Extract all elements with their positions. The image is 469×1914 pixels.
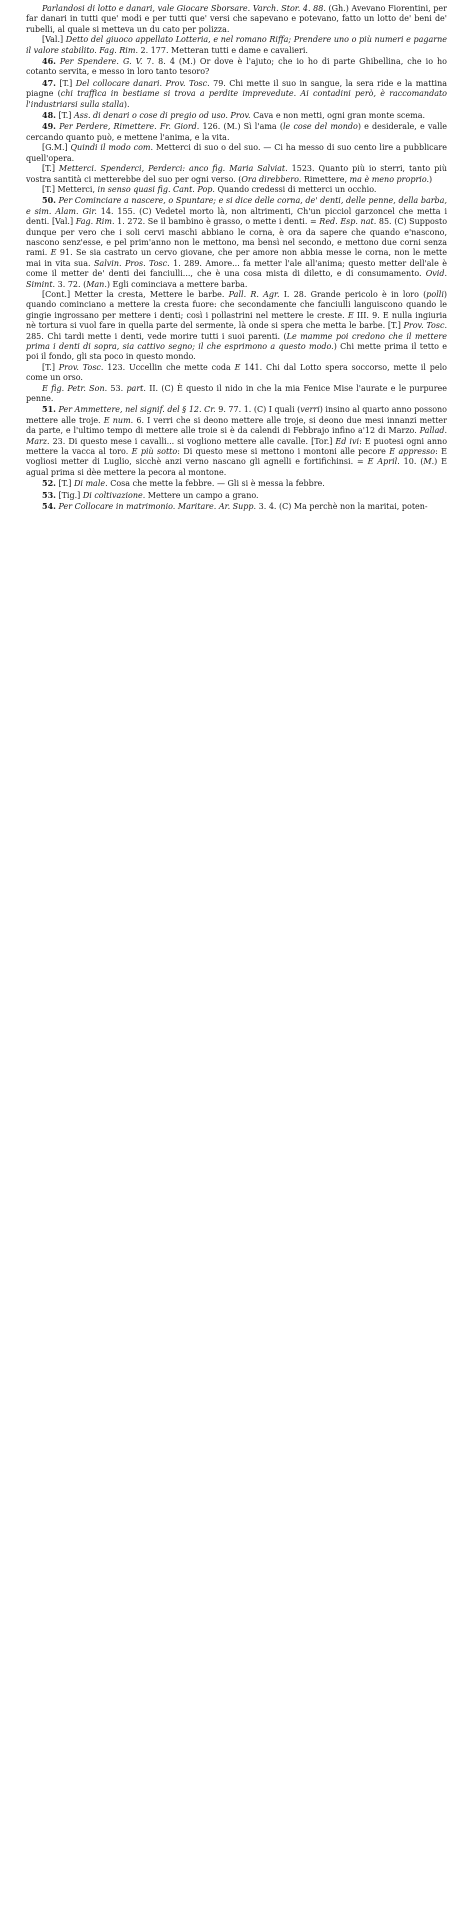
italic-text: E più sotto xyxy=(131,447,178,457)
dictionary-entry-paragraph xyxy=(26,56,447,78)
dictionary-entry-paragraph xyxy=(26,35,447,56)
entry-text: 1523. Quanto più io sterri, tanto più vostra santità ci metterebbe del suo per ogni verso. ( xyxy=(26,164,447,184)
italic-text: le cose del mondo xyxy=(282,122,358,132)
entry-number: 54. xyxy=(42,501,56,512)
entry-text: (Gh.) Avevano Fiorentini, per far danari in tutti que' modi e per tutti que' versi che sapevano e potevano, fatto un lotto de' beni de' rubelli, al quale si metteva un du cato per polizza. xyxy=(26,4,447,34)
entry-text: ) E agual prima si dèe mettere la pecora al montone. xyxy=(26,457,447,477)
entry-text: ) xyxy=(429,174,433,184)
entry-text: Metterci di suo o del suo. — Ci ha messo di suo cento lire a pubblicare quell'opera. xyxy=(26,143,447,163)
entry-text: [G.M.] xyxy=(42,143,71,153)
entry-text: 123. Uccellin che mette coda xyxy=(103,362,235,372)
dictionary-entry-paragraph xyxy=(26,143,447,164)
entry-text: III. 9. E nulla ingiuria nè tortura si vuol fare in quella parte del sermente, là onde si sperа che metta le barbe. [T.] xyxy=(26,310,447,331)
dictionary-entry-paragraph xyxy=(26,290,447,363)
italic-text: in senso quasi fig. Cant. Pop. xyxy=(97,184,215,194)
italic-text: Ora direbbero. xyxy=(241,174,302,184)
entry-text: ) Egli cominciava a mettere barba. xyxy=(106,279,248,289)
entry-number: 47. xyxy=(42,77,56,88)
italic-text: Fag. Rim. xyxy=(75,217,115,227)
entry-text: 14. 155. (C) Vedetel morto là, non altrimenti, Ch'un picciol garzoncel che metta i denti. [Val.] xyxy=(26,206,447,227)
italic-text: Per Perdere, Rimettere. Fr. Giord. xyxy=(55,122,200,132)
entry-text: [Cont.] Metter la cresta, Mettere le barbe. xyxy=(42,289,229,299)
italic-text: Per Spendere. G. V. xyxy=(55,57,143,67)
italic-text: Per Collocare in matrimonio. Maritare. Ar. Supp. xyxy=(55,502,257,512)
entry-text: [Tig.] xyxy=(55,490,83,500)
entry-text: ) Chi mette prima il tetto e poi il fondo, gli sta poco in questo mondo. xyxy=(26,342,448,362)
entry-number: 49. xyxy=(42,121,56,132)
dictionary-entry-paragraph xyxy=(26,185,447,195)
entry-text: 23. Di questo mese i cavalli... si vogliono mettere alle cavalle. [Tor.] xyxy=(49,436,336,446)
entry-text: 79. Chi mette il suo in sangue, la sera ride e la mattina piagne ( xyxy=(26,78,448,99)
entry-text: ). xyxy=(123,99,130,109)
entry-text: 7. 8. 4 (M.) Or dove è l'ajuto; che io ho di parte Ghibellina, che io ho cotanto servita, e messo in loro tanto tesoro? xyxy=(26,57,447,77)
italic-text: E appresso xyxy=(389,447,436,457)
entry-text: [T.] xyxy=(55,479,74,489)
entry-number: 52. xyxy=(42,478,56,489)
italic-text: Man. xyxy=(86,279,107,289)
entry-text: [T.] xyxy=(42,362,59,372)
dictionary-entry-paragraph xyxy=(26,490,447,501)
italic-text: verri xyxy=(300,405,320,415)
dictionary-entry-paragraph xyxy=(26,501,447,512)
italic-text: Per Ammettere, nel signif. del § 12. Cr. xyxy=(55,405,216,415)
entry-text: Cosa che mette la febbre. — Gli si è messa la febbre. xyxy=(107,479,325,489)
italic-text: Di male. xyxy=(73,479,108,489)
entry-text: II. (C) È questo il nido in che la mia Fenice Mise l'aurate e le purpuree penne. xyxy=(26,383,448,404)
entry-text: I. 28. Grande pericolo è in loro ( xyxy=(279,289,427,299)
dictionary-entry-paragraph xyxy=(26,478,447,489)
entry-text: 1. 272. Se il bambino è grasso, o mette i denti. = xyxy=(114,217,320,227)
entry-text: 10. ( xyxy=(399,457,424,467)
entry-text: [Val.] xyxy=(42,35,66,45)
dictionary-entry-paragraph xyxy=(26,4,447,35)
entry-text: 6. I verri che si deono mettere alle troje, si deono due mesi innanzi metter da parte, e l'ultimo tempo di mettere alle troie si è da calendi di Febbrajo infino a'12 di Marzo. xyxy=(26,415,447,436)
entry-text: [T.] xyxy=(55,78,76,88)
entry-text: [T.] Metterci, xyxy=(42,184,98,194)
italic-text: E xyxy=(234,362,241,372)
entry-text: 2. 177. Metteran tutti e dame e cavalieri. xyxy=(137,45,308,55)
italic-text: E xyxy=(347,310,354,320)
entry-text: 3. 4. (C) Ma perchè non la maritai, poten- xyxy=(256,502,428,512)
entry-number: 48. xyxy=(42,110,56,121)
entry-text: : Di questo mese si mettono i montoni alle pecore xyxy=(177,447,390,457)
italic-text: E xyxy=(50,248,57,258)
italic-text: Pallad. Marz. xyxy=(26,426,447,446)
italic-text: Ed ivi xyxy=(335,436,360,446)
entry-text: 1. 289. Amore... fa metter l'ale all'anima; questo metter dell'ale è come il metter de' denti dei fanciulli..., che è una cosa mista di diletto, e di consumamento. xyxy=(26,258,447,279)
entry-text: ) insino al quarto anno possono mettere alle troje. xyxy=(26,405,447,425)
dictionary-entry-paragraph xyxy=(26,164,447,185)
italic-text: Le mamme poi credono che il mettere prima i denti di sopra, sia cattivo segno; il che esprimono a questo modo. xyxy=(26,331,447,351)
entry-number: 51. xyxy=(42,404,56,415)
italic-text: Per Cominciare a nascere, o Spuntare; e si dice delle corna, de' denti, delle penne, della barba, e sim. Alam. Gir. xyxy=(26,196,447,216)
entry-text: [T.] xyxy=(55,111,74,121)
italic-text: Prov. Tosc. xyxy=(403,321,447,331)
italic-text: Detto del giuoco appellato Lotteria, e nel romano Riffa; Prendere uno o più numeri e pagarne il valore stabilito. Fag. Rim. xyxy=(26,35,448,55)
italic-text: E num. xyxy=(103,415,134,425)
entry-text: : E vogliosi metter di Luglio, sicchè anzi verno nascano gli agnelli e fortifichinsi. = xyxy=(26,447,447,467)
dictionary-entry-paragraph xyxy=(26,78,447,110)
entry-text: [T.] xyxy=(42,164,59,174)
entry-text: 285. Chi tardi mette i denti, vede morire tutti i suoi parenti. ( xyxy=(26,331,287,341)
entry-text: ) quando cominciano a mettere la cresta fuore: che secondamente che fanciulli languiscono quando le gingie ingrossano per mettere i denti; così i pollastrini nel mettere le creste. xyxy=(26,289,448,320)
dictionary-entry-paragraph xyxy=(26,195,447,290)
italic-text: Ass. di denari o cose di pregio od uso. Prov. xyxy=(73,111,251,121)
dictionary-entry-paragraph xyxy=(26,110,447,121)
dictionary-entry-paragraph xyxy=(26,121,447,143)
entry-text: 3. 72. ( xyxy=(55,279,87,289)
italic-text: Quindi il modo com. xyxy=(70,143,154,153)
italic-text: Metterci. Spenderci, Perderci: anco fig. Maria Salviat. xyxy=(58,164,288,174)
entry-text: Rimettere, xyxy=(301,174,350,184)
dictionary-entry-paragraph xyxy=(26,384,447,405)
entry-text: ) e desiderale, e valle cercando quanto può, e mettene l'anima, e la vita. xyxy=(26,122,448,142)
italic-text: E fig. Petr. Son. xyxy=(42,383,108,393)
italic-text: Ovid. Simint. xyxy=(26,269,447,289)
italic-text: Pall. R. Agr. xyxy=(228,289,280,299)
entry-text: : E puotesi ogni anno mettere la vacca al toro. xyxy=(26,436,448,457)
entry-text: 53. xyxy=(107,383,127,393)
italic-text: polli xyxy=(426,289,444,299)
entry-text: 85. (C) Supposto dunque per vero che i soli cervi maschi abbiano le corna, è ora da sapere che quando e'nascono, nascono senz'esse, e pel prim'anno non le mettono, ma bensì nel secondo, e mettono due corni senza rami. xyxy=(26,217,448,258)
entry-number: 46. xyxy=(42,56,56,67)
entry-number: 53. xyxy=(42,489,56,500)
italic-text: ma è meno proprio. xyxy=(349,174,430,184)
entry-text: Quando credessi di metterci un occhio. xyxy=(214,184,377,194)
italic-text: Parlandosi di lotto e danari, vale Giocare Sborsare. Varch. Stor. 4. 88. xyxy=(42,4,326,13)
italic-text: part. xyxy=(126,383,146,393)
entry-text: Mettere un campo a grano. xyxy=(145,490,259,500)
entry-text: 9. 77. 1. (C) I quali ( xyxy=(215,405,301,415)
entry-text: 91. Se sia castrato un cervo giovane, che per amore non abbia messe le corna, non le mette mai in vita sua. xyxy=(26,248,448,268)
dictionary-entry-paragraph xyxy=(26,404,447,478)
italic-text: M. xyxy=(423,457,435,467)
italic-text: chi traffica in bestiame si trova a perdite imprevedute. Ai contadini però, è raccomandato l'industriarsi sulla stalla xyxy=(26,89,447,109)
italic-text: Salvin. Pros. Tosc. xyxy=(93,258,170,268)
italic-text: Red. Esp. nat. xyxy=(319,217,377,227)
italic-text: Di coltivazione. xyxy=(82,490,146,500)
italic-text: Del collocare danari. Prov. Tosc. xyxy=(75,78,210,88)
entry-text: Cava e non metti, ogni gran monte scema. xyxy=(250,111,426,121)
italic-text: Prov. Tosc. xyxy=(58,362,104,372)
entry-text: 141. Chi dal Lotto spera soccorso, mette il pelo come un orso. xyxy=(26,362,448,383)
entry-number: 50. xyxy=(42,195,56,206)
entry-text: 126. (M.) Sì l'ama ( xyxy=(199,122,283,132)
dictionary-entry-paragraph xyxy=(26,363,447,384)
italic-text: E April. xyxy=(367,457,400,467)
